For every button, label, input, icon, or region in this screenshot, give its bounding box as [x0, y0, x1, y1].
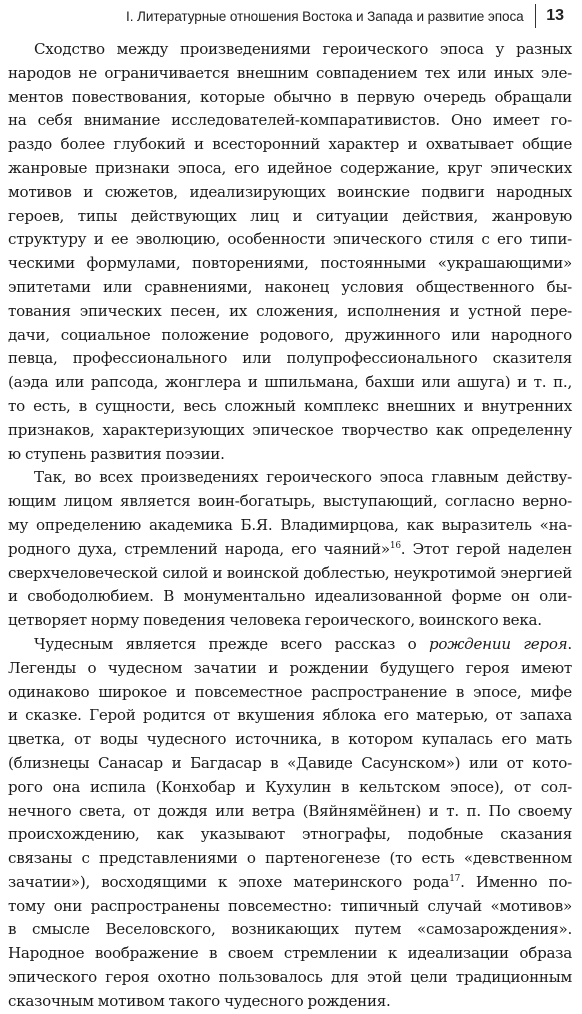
text-line: то есть, в сущности, весь сложный комплекс внешних и внутренних [8, 396, 572, 415]
text-line: ментов повествования, которые обычно в первую очередь обращали [8, 87, 572, 106]
text-line: Сходство между произведениями героического эпоса у разных [34, 40, 572, 58]
text-line: и свободолюбием. В монументально идеализованной форме он оли- [8, 587, 572, 606]
text-line: происхождению, как указывают этнографы, подобные сказания [8, 825, 572, 844]
text-line-with-emphasis [8, 633, 572, 657]
text-fragment: . [567, 634, 572, 653]
text-line: признаков, характеризующих эпическое творчество как определенну [8, 420, 572, 439]
text-line: эпитетами или сравнениями, наконец условия общественного бы- [8, 277, 572, 296]
running-head [126, 4, 564, 28]
text-line: в смысле Веселовского, возникающих путем «самозарождения». [8, 920, 572, 939]
text-line: му определению академика Б.Я. Владимирцова, как выразитель «на- [8, 515, 572, 534]
text-line: героев, типы действующих лиц и ситуации действия, жанровую [8, 206, 572, 225]
body-text [8, 38, 572, 1014]
text-line: раздо более глубокий и всесторонний характер и охватывает общие [8, 135, 572, 154]
text-line: жанровые признаки эпоса, его идейное содержание, круг эпических [8, 158, 572, 177]
page-number: 13 [546, 7, 564, 24]
text-line-with-footnote [8, 538, 572, 562]
text-fragment: . Именно по- [460, 872, 573, 891]
paragraph-2 [8, 466, 572, 633]
text-fragment: . Этот герой наделен [400, 539, 572, 558]
text-line: мотивов и сюжетов, идеализирующих воинские подвиги народных [8, 182, 572, 201]
text-line: рого она испила (Конхобар и Кухулин в кельтском эпосе), от сол- [8, 777, 572, 796]
text-line: на себя внимание исследователей-компаративистов. Оно имеет го- [8, 111, 572, 130]
text-line: дачи, социальное положение родового, дружинного или народного [8, 325, 572, 344]
text-line: ющим лицом является воин-богатырь, выступающий, согласно верно- [8, 492, 572, 511]
text-line: нечного света, от дождя или ветра (Вяйнямёйнен) и т. п. По своему [8, 801, 572, 820]
text-line: ю ступень развития поэзии. [8, 444, 225, 463]
text-line: (аэда или рапсода, жонглера и шпильмана, бахши или ашуга) и т. п., [8, 373, 572, 392]
text-line: (близнецы Санасар и Багдасар в «Давиде Сасунском») или от кото- [8, 753, 572, 772]
text-line-with-footnote [8, 871, 572, 895]
text-line: тому они распространены повсеместно: типичный случай «мотивов» [8, 896, 572, 915]
footnote-ref-16[interactable]: 16 [389, 540, 401, 551]
text-line: певца, профессионального или полупрофессионального сказителя [8, 349, 572, 368]
text-line: ческими формулами, повторениями, постоянными «украшающими» [8, 254, 572, 273]
italic-term: рождении героя [429, 634, 568, 653]
text-fragment: Чудесным является прежде всего рассказ о [34, 634, 430, 653]
text-line: сверхчеловеческой силой и воинской доблестью, неукротимой энергией [8, 563, 572, 582]
text-line: сказочным мотивом такого чудесного рождения. [8, 991, 391, 1010]
text-fragment: зачатии»), восходящими к эпохе материнского рода [8, 872, 450, 891]
text-line: цетворяет норму поведения человека героического, воинского века. [8, 611, 542, 630]
running-head-title: I. Литературные отношения Востока и Запада и развитие эпоса [126, 8, 524, 24]
footnote-ref-17[interactable]: 17 [449, 873, 461, 884]
text-line: народов не ограничивается внешним совпадением тех или иных эле- [8, 63, 572, 82]
text-line: тования эпических песен, их сложения, исполнения и устной пере- [8, 301, 572, 320]
text-line: Легенды о чудесном зачатии и рождении будущего героя имеют [8, 658, 572, 677]
paragraph-1 [8, 38, 572, 466]
text-line: Народное воображение в своем стремлении к идеализации образа [8, 944, 572, 963]
text-line: эпического героя охотно пользовалось для этой цели традиционным [8, 968, 572, 987]
text-line: одинаково широкое и повсеместное распространение в эпосе, мифе [8, 682, 572, 701]
running-head-divider [535, 4, 537, 28]
paragraph-3 [8, 633, 572, 1014]
text-line: связаны с представлениями о партеногенезе (то есть «девственном [8, 849, 572, 868]
text-line: и сказке. Герой родится от вкушения яблока его матерью, от запаха [8, 706, 572, 725]
text-fragment: родного духа, стремлений народа, его чаяний» [8, 539, 390, 558]
text-line: Так, во всех произведениях героического эпоса главным действу- [34, 468, 572, 487]
text-line: структуру и ее эволюцию, особенности эпического стиля с его типи- [8, 230, 572, 249]
text-line: цветка, от воды чудесного источника, в котором купалась его мать [8, 730, 572, 749]
